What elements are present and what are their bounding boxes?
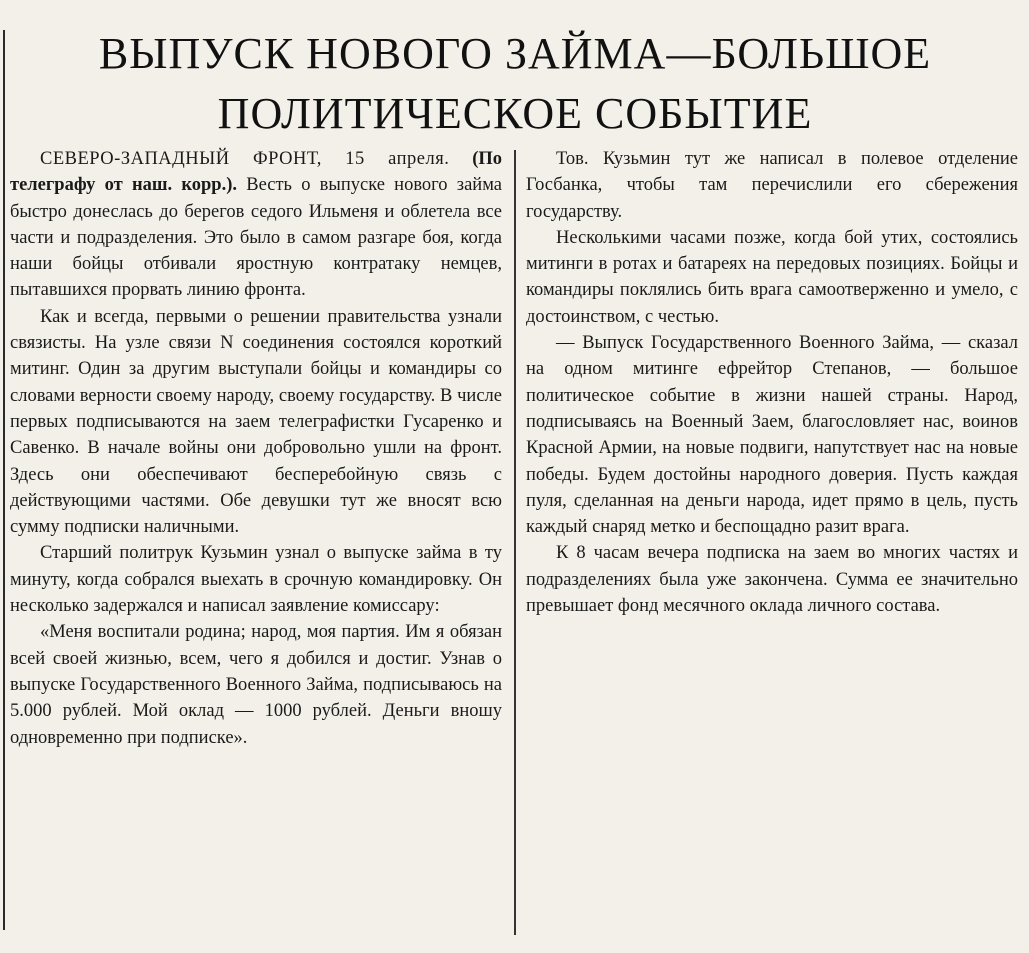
dateline: СЕВЕРО-ЗАПАДНЫЙ ФРОНТ, 15 апреля. bbox=[40, 149, 450, 169]
paragraph-7: — Выпуск Государственного Военного Займа, — сказал на одном митинге ефрейтор Степанов, — большое политическое событие в жизни нашей страны. Народ, подписываясь на Военный Заем, благословляет нас, воинов Красной Армии, на новые подвиги, напутствует нас на новые победы. Будем достойны народного доверия. Пусть каждая пуля, сделанная на деньги народа, идет прямо в цель, пусть каждый снаряд метко и беспощадно разит врага. bbox=[526, 333, 1018, 538]
headline-line-1: ВЫПУСК НОВОГО ЗАЙМА—БОЛЬШОЕ bbox=[98, 29, 932, 78]
paragraph-3: Старший политрук Кузьмин узнал о выпуске займа в ту минуту, когда собрался выехать в срочную командировку. Он несколько задержался и написал заявление комиссару: bbox=[10, 543, 502, 617]
paragraph-6: Несколькими часами позже, когда бой утих, состоялись митинги в ротах и батареях на передовых позициях. Бойцы и командиры поклялись бить врага самоотверженно и умело, с достоинством, с честью. bbox=[526, 227, 1018, 327]
paragraph-2: Как и всегда, первыми о решении правительства узнали связисты. На узле связи N соединения состоялся короткий митинг. Один за другим выступали бойцы и командиры со словами верности своему народу, своему государству. В числе первых подписываются на заем телеграфистки Гусаренко и Савенко. В начале войны они добровольно ушли на фронт. Здесь они обеспечивают бесперебойную связь с действующими частями. Обе девушки тут же вносят всю сумму подписки наличными. bbox=[10, 306, 502, 538]
paragraph-5: Тов. Кузьмин тут же написал в полевое отделение Госбанка, чтобы там перечислили его сбережения государству. bbox=[526, 149, 1018, 222]
paragraph-1-text: Весть о выпуске нового займа быстро донеслась до берегов седого Ильменя и облетела все части и подразделения. Это было в самом разгаре боя, когда наши бойцы отбивали яростную контратаку немцев, пытавшихся прорвать линию фронта. bbox=[10, 175, 502, 301]
paragraph-1 bbox=[10, 146, 502, 304]
paragraph-4-quote: «Меня воспитали родина; народ, моя партия. Им я обязан всей своей жизнью, всем, чего я добился и достиг. Узнав о выпуске Государственного Военного Займа, подписываюсь на 5.000 рублей. Мой оклад — 1000 рублей. Деньги вношу одновременно при подписке». bbox=[10, 622, 502, 748]
paragraph-8: К 8 часам вечера подписка на заем во многих частях и подразделениях была уже закончена. Сумма ее значительно превышает фонд месячного оклада личного состава. bbox=[526, 543, 1018, 617]
headline-line-2: ПОЛИТИЧЕСКОЕ СОБЫТИЕ bbox=[217, 89, 813, 138]
left-border-rule bbox=[3, 30, 5, 930]
left-column bbox=[10, 146, 502, 751]
column-divider bbox=[514, 150, 516, 935]
right-column bbox=[526, 146, 1018, 619]
source-credit: (По телеграфу от наш. корр.). bbox=[10, 149, 502, 196]
